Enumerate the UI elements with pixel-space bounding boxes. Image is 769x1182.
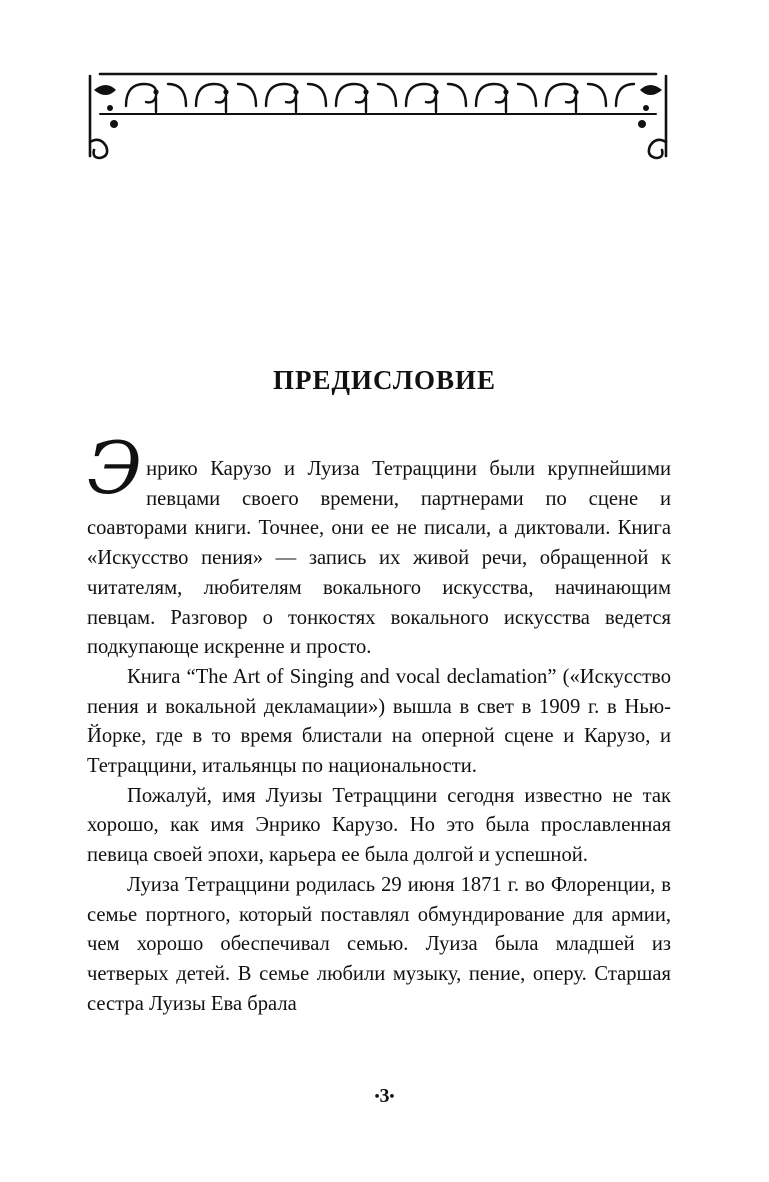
dot-ornament-icon: • xyxy=(389,1089,395,1105)
drop-cap: Э xyxy=(87,426,143,510)
paragraph: Книга “The Art of Singing and vocal declamation” («Искусство пения и вокальной декламации») вышла в свет в 1909 г. в Нью-Йорке, где в то время блистали на оперной сцене и Карузо, и Тетраццини, итальянцы по национальности. xyxy=(87,665,671,778)
decorative-header-ornament xyxy=(86,72,670,162)
body-text xyxy=(87,426,671,1019)
paragraph: Луиза Тетраццини родилась 29 июня 1871 г. во Флоренции, в семье портного, который поставлял обмундирование для армии, чем хорошо обеспечивал семью. Луиза была младшей из четверых детей. В семье любили музыку, пение, оперу. Старшая сестра Луизы Ева брала xyxy=(87,873,671,1015)
paragraph: Пожалуй, имя Луизы Тетраццини сегодня известно не так хорошо, как имя Энрико Карузо. Но это была прославленная певица своей эпохи, карьера ее была долгой и успешной. xyxy=(87,784,671,867)
page-number xyxy=(0,1085,769,1108)
paragraph-text: нрико Карузо и Луиза Тетраццини были крупнейшими певцами своего времени, партнерами по сцене и соавторами книги. Точнее, они ее не писали, а диктовали. Книга «Искусство пения» — запись их живой речи, обращенной к читателям, любителям вокального искусства, начинающим певцам. Разговор о тонкостях вокального искусства ведется подкупающе искренне и просто. xyxy=(87,458,671,659)
paragraph xyxy=(87,426,671,663)
dot-ornament-icon: • xyxy=(374,1089,380,1105)
page-number-value: 3 xyxy=(379,1085,390,1107)
chapter-title: ПРЕДИСЛОВИЕ xyxy=(272,365,497,395)
